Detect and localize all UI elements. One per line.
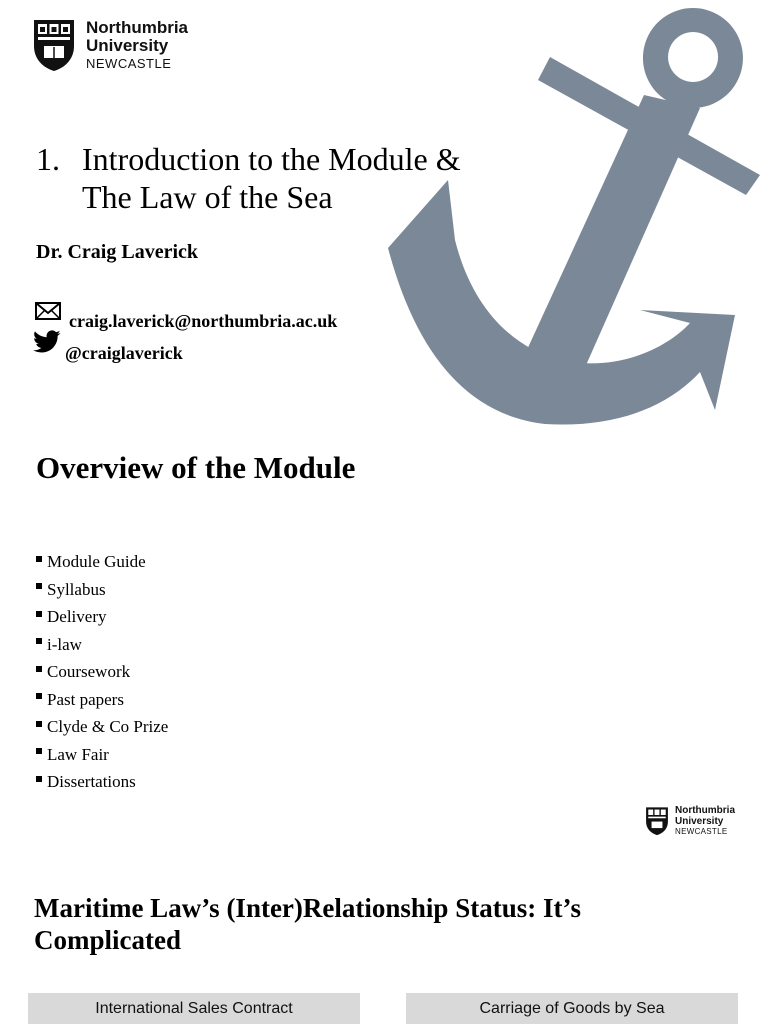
logo-line-3: NEWCASTLE xyxy=(675,827,728,836)
list-item-label: Clyde & Co Prize xyxy=(47,717,169,736)
title-number: 1. xyxy=(36,141,60,177)
bullet-square-icon xyxy=(36,666,42,672)
title-line-2: The Law of the Sea xyxy=(82,179,333,215)
box-label: Carriage of Goods by Sea xyxy=(479,999,665,1017)
list-item-label: Law Fair xyxy=(47,744,109,764)
list-item-label: Syllabus xyxy=(47,579,106,599)
bullet-square-icon xyxy=(36,776,42,782)
list-item-label: Module Guide xyxy=(47,552,146,571)
shield-crest-icon xyxy=(645,806,669,836)
list-item xyxy=(36,713,168,741)
logo-line-3: NEWCASTLE xyxy=(86,56,172,72)
overview-list xyxy=(36,548,168,796)
logo-line-2: University xyxy=(675,815,724,827)
title-slide xyxy=(0,0,768,430)
list-item-label: Delivery xyxy=(47,607,107,626)
list-item-label: Past papers xyxy=(47,689,124,709)
logo-line-1: Northumbria xyxy=(675,805,735,816)
university-logo xyxy=(32,18,188,72)
author-name: Dr. Craig Laverick xyxy=(36,241,199,263)
list-item xyxy=(36,741,168,769)
list-item-label: Dissertations xyxy=(47,772,136,791)
bullet-square-icon xyxy=(36,693,42,699)
list-item xyxy=(36,768,168,796)
shield-crest-icon xyxy=(32,18,76,72)
box-label: International Sales Contract xyxy=(95,999,293,1017)
logo-line-1: Northumbria xyxy=(86,18,188,38)
list-item xyxy=(36,658,168,686)
slide-title xyxy=(36,140,461,216)
list-item xyxy=(36,548,168,576)
bullet-square-icon xyxy=(36,556,42,562)
title-line-1: Introduction to the Module & xyxy=(82,141,461,177)
twitter-bird-icon xyxy=(33,330,61,354)
list-item xyxy=(36,603,168,631)
sales-contract-box xyxy=(28,993,360,1024)
bullet-square-icon xyxy=(36,583,42,589)
logo-line-2: University xyxy=(86,36,169,56)
carriage-box xyxy=(406,993,738,1024)
bullet-square-icon xyxy=(36,638,42,644)
twitter-handle[interactable]: @craiglaverick xyxy=(65,343,183,363)
bullet-square-icon xyxy=(36,748,42,754)
list-item-label: Coursework xyxy=(47,662,131,681)
university-logo-small xyxy=(645,806,735,836)
list-item xyxy=(36,576,168,604)
bullet-square-icon xyxy=(36,721,42,727)
relationship-heading: Maritime Law’s (Inter)Relationship Status: It’s Complicated xyxy=(34,893,581,955)
email-link[interactable]: craig.laverick@northumbria.ac.uk xyxy=(69,311,338,331)
mail-icon xyxy=(35,302,61,320)
list-item xyxy=(36,686,168,714)
list-item xyxy=(36,631,168,659)
overview-heading: Overview of the Module xyxy=(36,450,356,485)
bullet-square-icon xyxy=(36,611,42,617)
list-item-label: i-law xyxy=(47,634,82,654)
